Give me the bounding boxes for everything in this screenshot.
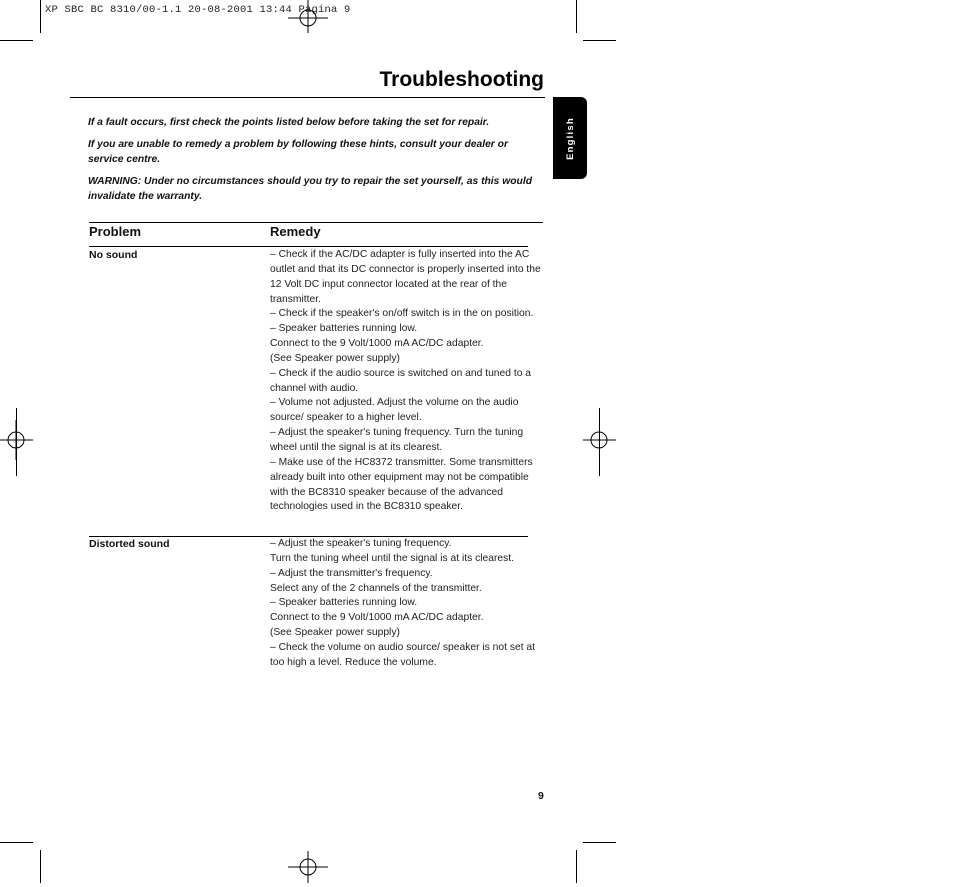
table-top-rule xyxy=(89,222,543,223)
language-tab-label xyxy=(553,97,587,179)
crop-mark xyxy=(40,850,41,883)
registration-mark-icon xyxy=(580,420,620,460)
column-header-remedy: Remedy xyxy=(270,224,321,239)
crop-mark xyxy=(40,0,41,33)
print-slug: XP SBC BC 8310/00-1.1 20-08-2001 13:44 Pagina 9 xyxy=(45,4,351,16)
intro-paragraph: If you are unable to remedy a problem by following these hints, consult your dealer or service centre. xyxy=(88,139,508,165)
table-header-rule xyxy=(89,246,528,247)
crop-mark xyxy=(599,408,600,476)
warning-paragraph: WARNING: Under no circumstances should you try to repair the set yourself, as this would invalidate the warranty. xyxy=(88,176,532,202)
problem-cell: No sound xyxy=(89,249,138,261)
language-tab-text: English xyxy=(564,116,576,160)
column-header-problem: Problem xyxy=(89,224,142,239)
registration-mark-icon xyxy=(288,847,328,887)
crop-mark xyxy=(0,842,33,843)
title-divider xyxy=(70,97,545,98)
page-title: Troubleshooting xyxy=(379,68,544,91)
crop-mark xyxy=(0,40,33,41)
registration-mark-icon xyxy=(0,420,40,460)
page-number: 9 xyxy=(538,790,544,802)
crop-mark xyxy=(576,850,577,883)
registration-mark-icon xyxy=(288,0,328,40)
problem-cell: Distorted sound xyxy=(89,538,170,550)
crop-mark xyxy=(16,408,17,476)
intro-paragraph: If a fault occurs, first check the points listed below before taking the set for repair. xyxy=(88,117,490,128)
remedy-cell: – Adjust the speaker's tuning frequency. Turn the tuning wheel until the signal is at its clearest. – Adjust the transmitter's frequency. Select any of the 2 channels of the transmitter. – Speaker batteries running low. Connect to the 9 Volt/1000 mA AC/DC adapter. (See Speaker power supply) – Check the volume on audio source/ speaker is not set at too high a level. Reduce the volume. xyxy=(270,538,536,668)
crop-mark xyxy=(583,842,616,843)
crop-mark xyxy=(583,40,616,41)
remedy-cell: – Check if the AC/DC adapter is fully inserted into the AC outlet and that its DC connector is properly inserted into the 12 Volt DC input connector located at the rear of the transmitter. – Check if the speaker's on/off switch is in the on position. – Speaker batteries running low. Connect to the 9 Volt/1000 mA AC/DC adapter. (See Speaker power supply) – Check if the audio source is switched on and tuned to a channel with audio. – Volume not adjusted. Adjust the volume on the audio source/ speaker to a higher level. – Adjust the speaker's tuning frequency. Turn the tuning wheel until the signal is at its clearest. – Make use of the HC8372 transmitter. Some transmitters already built into other equipment may not be compatible with the BC8310 speaker because of the advanced technologies used in the BC8310 speaker. xyxy=(270,249,541,513)
crop-mark xyxy=(576,0,577,33)
